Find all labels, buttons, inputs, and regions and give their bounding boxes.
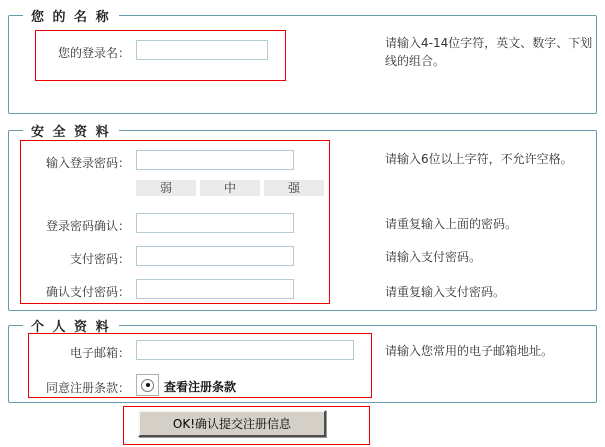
pay-password-confirm-label: 确认支付密码：	[45, 285, 130, 299]
login-name-input[interactable]	[136, 40, 268, 60]
password-strength-meter	[136, 180, 324, 196]
pay-password-confirm-input[interactable]	[136, 279, 294, 299]
login-password-confirm-label: 登录密码确认：	[45, 219, 130, 233]
email-label: 电子邮箱：	[69, 346, 130, 360]
login-name-hint: 请输入4-14位字符，英文、数字、下划线的组合。	[385, 36, 593, 68]
login-name-label: 您的登录名：	[57, 46, 130, 60]
section-personal-legend: 个 人 资 料	[23, 316, 119, 335]
radio-selected-icon	[141, 379, 154, 392]
strength-strong-segment: 强	[264, 180, 324, 196]
view-terms-link[interactable]: 查看注册条款	[164, 380, 237, 394]
strength-medium-segment: 中	[200, 180, 260, 196]
login-password-label: 输入登录密码：	[45, 156, 130, 170]
login-password-confirm-hint: 请重复输入上面的密码。	[385, 217, 518, 231]
section-your-name-legend: 您 的 名 称	[23, 6, 119, 25]
login-password-confirm-input[interactable]	[136, 213, 294, 233]
pay-password-confirm-hint: 请重复输入支付密码。	[385, 285, 506, 299]
email-hint: 请输入您常用的电子邮箱地址。	[385, 344, 554, 358]
pay-password-hint: 请输入支付密码。	[385, 250, 482, 264]
agree-terms-label: 同意注册条款：	[45, 381, 130, 395]
strength-weak-segment: 弱	[136, 180, 196, 196]
section-security-legend: 安 全 资 料	[23, 121, 119, 140]
login-password-input[interactable]	[136, 150, 294, 170]
email-input[interactable]	[136, 340, 354, 360]
pay-password-input[interactable]	[136, 246, 294, 266]
login-password-hint: 请输入6位以上字符，不允许空格。	[385, 152, 573, 166]
agree-terms-radio[interactable]	[136, 374, 159, 396]
pay-password-label: 支付密码：	[69, 252, 130, 266]
submit-registration-button[interactable]: OK!确认提交注册信息	[138, 410, 326, 437]
